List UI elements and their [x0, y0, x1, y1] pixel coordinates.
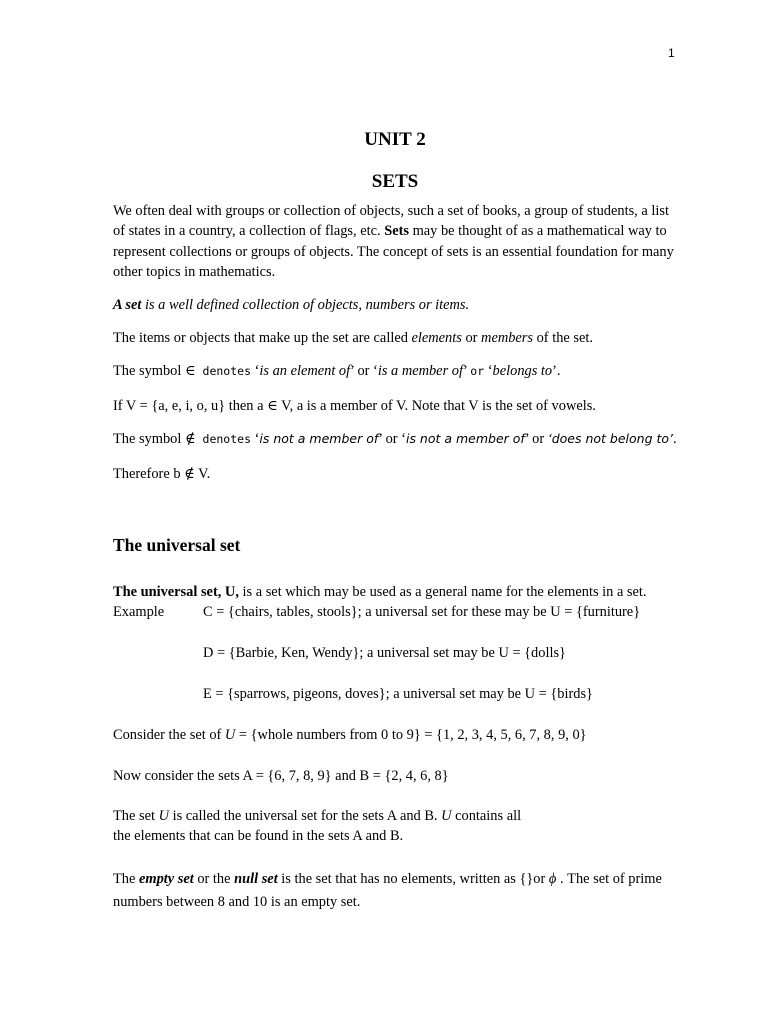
elements-paragraph: The items or objects that make up the set are called elements or members of the set. [113, 330, 593, 346]
unit-title: UNIT 2 [364, 129, 426, 150]
element-of-symbol: ∈ [267, 398, 278, 414]
consider-sets-a-b: Now consider the sets A = {6, 7, 8, 9} and B = {2, 4, 6, 8} [113, 768, 449, 784]
not-element-of-paragraph: The symbol ∉ denotes ‘is not a member of’ or ‘is not a member of’ or ‘does not belong to’. [113, 431, 677, 447]
set-u-paragraph: The set U is called the universal set for the sets A and B. U contains all the elements that can be found in the sets A and B. [113, 808, 522, 845]
therefore-paragraph: Therefore b ∉ V. [113, 466, 211, 482]
vowels-paragraph: If V = {a, e, i, o, u} then a ∈ V, a is a member of V. Note that V is the set of vowels. [113, 398, 596, 414]
element-of-symbol: ∈ [184, 363, 196, 379]
example-label: Example [113, 604, 165, 620]
page-number: 1 [668, 46, 675, 60]
universal-set-heading: The universal set [113, 535, 241, 555]
set-definition: A set is a well defined collection of objects, numbers or items. [113, 297, 470, 313]
consider-universal-set: Consider the set of U = {whole numbers from 0 to 9} = {1, 2, 3, 4, 5, 6, 7, 8, 9, 0} [113, 727, 587, 743]
example-dolls: D = {Barbie, Ken, Wendy}; a universal set may be U = {dolls} [203, 645, 566, 661]
section-title: SETS [371, 171, 419, 192]
element-of-paragraph: The symbol ∈ denotes ‘is an element of’ or ‘is a member of’ or ‘belongs to’. [113, 363, 561, 379]
not-element-of-symbol: ∉ [184, 431, 196, 447]
universal-set-definition: The universal set, U, is a set which may be used as a general name for the elements in a set. [113, 584, 647, 600]
null-set-symbol: ϕ [548, 871, 557, 887]
example-birds: E = {sparrows, pigeons, doves}; a universal set may be U = {birds} [203, 686, 593, 702]
intro-paragraph: We often deal with groups or collection of objects, such a set of books, a group of students, a list of states in a country, a collection of flags, etc. Sets may be thought of as a mathematical way to represent collections or groups of objects. The concept of sets is an essential foundation for many other topics in mathematics. [113, 203, 674, 281]
not-element-of-symbol: ∉ [184, 466, 195, 482]
example-furniture: C = {chairs, tables, stools}; a universal set for these may be U = {furniture} [203, 604, 641, 620]
empty-set-paragraph: The empty set or the null set is the set that has no elements, written as {}or ϕ . The set of prime numbers between 8 and 10 is an empty set. [113, 871, 662, 910]
